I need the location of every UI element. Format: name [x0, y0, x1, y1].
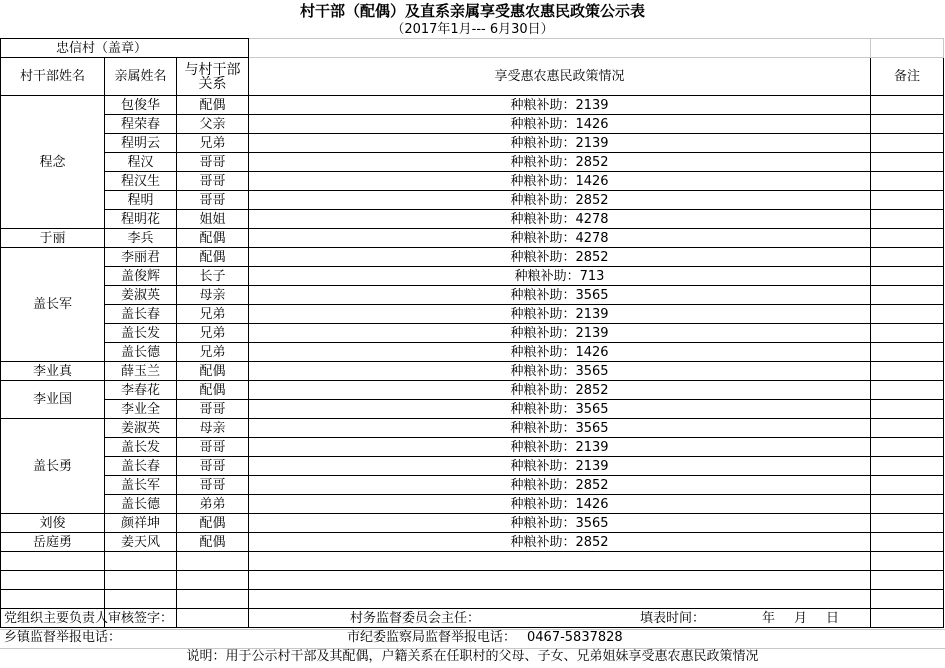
policy-cell: 种粮补助：2852 [249, 533, 871, 552]
empty-cell [249, 552, 871, 571]
remark-cell [871, 115, 944, 134]
cadre-name-cell: 盖长军 [1, 248, 105, 362]
remark-cell [871, 324, 944, 343]
remark-cell [871, 381, 944, 400]
remark-cell [871, 191, 944, 210]
relation-cell: 弟弟 [177, 495, 249, 514]
cadre-name-cell: 刘俊 [1, 514, 105, 533]
empty-cell [249, 609, 871, 628]
empty-row [1, 590, 944, 609]
relative-name-cell: 姜淑英 [105, 286, 177, 305]
table-row [1, 153, 944, 172]
relation-cell: 哥哥 [177, 476, 249, 495]
relation-cell: 父亲 [177, 115, 249, 134]
remark-cell [871, 362, 944, 381]
policy-cell: 种粮补助：2139 [249, 134, 871, 153]
cadre-name-cell: 李业真 [1, 362, 105, 381]
empty-cell [177, 609, 249, 628]
empty-cell [249, 571, 871, 590]
table-row [1, 115, 944, 134]
fill-time-label: 填表时间： [640, 611, 706, 626]
relative-name-cell: 姜天风 [105, 533, 177, 552]
table-row [1, 457, 944, 476]
relation-cell: 哥哥 [177, 191, 249, 210]
empty-cell [1, 571, 105, 590]
relative-name-cell: 李业全 [105, 400, 177, 419]
remark-cell [871, 457, 944, 476]
relation-cell: 配偶 [177, 362, 249, 381]
remark-cell [871, 343, 944, 362]
policy-cell: 种粮补助：3565 [249, 286, 871, 305]
policy-cell: 种粮补助：2852 [249, 381, 871, 400]
day-label: 日 [826, 611, 840, 626]
remark-cell [871, 533, 944, 552]
col-header-relative: 亲属姓名 [105, 58, 177, 96]
empty-cell [105, 590, 177, 609]
relation-cell: 兄弟 [177, 305, 249, 324]
policy-cell: 种粮补助：2139 [249, 305, 871, 324]
supervision-head-label: 村务监督委员会主任： [350, 611, 481, 626]
col-header-cadre: 村干部姓名 [1, 58, 105, 96]
policy-cell: 种粮补助：3565 [249, 400, 871, 419]
remark-cell [871, 229, 944, 248]
relative-name-cell: 程明云 [105, 134, 177, 153]
cadre-name-cell: 于丽 [1, 229, 105, 248]
relative-name-cell: 姜淑英 [105, 419, 177, 438]
policy-cell: 种粮补助：2852 [249, 153, 871, 172]
table-row [1, 229, 944, 248]
relation-cell: 哥哥 [177, 172, 249, 191]
relative-name-cell: 盖长发 [105, 438, 177, 457]
empty-row [1, 571, 944, 590]
remark-cell [871, 96, 944, 115]
policy-table [0, 38, 944, 628]
relation-cell: 母亲 [177, 286, 249, 305]
table-row [1, 400, 944, 419]
relation-cell: 配偶 [177, 514, 249, 533]
cadre-name-cell: 李业国 [1, 381, 105, 419]
empty-cell [871, 590, 944, 609]
relation-cell: 姐姐 [177, 210, 249, 229]
remark-cell [871, 134, 944, 153]
relative-name-cell: 薛玉兰 [105, 362, 177, 381]
empty-cell [1, 590, 105, 609]
remark-cell [871, 248, 944, 267]
table-row [1, 419, 944, 438]
empty-cell [249, 590, 871, 609]
policy-cell: 种粮补助：3565 [249, 419, 871, 438]
col-header-relation-line1: 与村干部 [184, 61, 241, 78]
table-row [1, 533, 944, 552]
relative-name-cell: 盖长德 [105, 495, 177, 514]
table-row [1, 267, 944, 286]
table-row [1, 210, 944, 229]
cadre-name-cell: 盖长勇 [1, 419, 105, 514]
policy-cell: 种粮补助：3565 [249, 514, 871, 533]
org-row-blank [871, 39, 944, 58]
relation-cell: 配偶 [177, 381, 249, 400]
relation-cell: 哥哥 [177, 457, 249, 476]
relative-name-cell: 包俊华 [105, 96, 177, 115]
relation-cell: 哥哥 [177, 438, 249, 457]
remark-cell [871, 400, 944, 419]
relative-name-cell: 盖长德 [105, 343, 177, 362]
table-row [1, 381, 944, 400]
policy-cell: 种粮补助：2852 [249, 476, 871, 495]
policy-cell: 种粮补助：4278 [249, 210, 871, 229]
remark-cell [871, 172, 944, 191]
empty-cell [871, 609, 944, 628]
relation-cell: 兄弟 [177, 134, 249, 153]
policy-cell: 种粮补助：3565 [249, 362, 871, 381]
policy-cell: 种粮补助：1426 [249, 172, 871, 191]
table-row [1, 134, 944, 153]
relative-name-cell: 程明花 [105, 210, 177, 229]
empty-cell [177, 590, 249, 609]
remark-cell [871, 514, 944, 533]
table-row [1, 286, 944, 305]
col-header-remark: 备注 [871, 58, 944, 96]
empty-row [1, 552, 944, 571]
table-row [1, 172, 944, 191]
remark-cell [871, 419, 944, 438]
empty-cell [105, 552, 177, 571]
policy-cell: 种粮补助：2852 [249, 248, 871, 267]
policy-cell: 种粮补助：1426 [249, 115, 871, 134]
relative-name-cell: 李丽君 [105, 248, 177, 267]
remark-cell [871, 476, 944, 495]
table-row [1, 514, 944, 533]
org-row-blank [249, 39, 871, 58]
year-label: 年 [762, 611, 776, 626]
remark-cell [871, 305, 944, 324]
table-row [1, 96, 944, 115]
col-header-relation-line2: 关系 [198, 75, 227, 92]
policy-cell: 种粮补助：713 [249, 267, 871, 286]
sheet-title: 村干部（配偶）及直系亲属享受惠农惠民政策公示表 [299, 2, 645, 20]
relation-cell: 母亲 [177, 419, 249, 438]
village-seal-label: 忠信村（盖章） [1, 39, 249, 58]
policy-cell: 种粮补助：1426 [249, 343, 871, 362]
remark-cell [871, 210, 944, 229]
empty-cell [177, 571, 249, 590]
relative-name-cell: 程荣春 [105, 115, 177, 134]
remark-cell [871, 286, 944, 305]
remark-cell [871, 267, 944, 286]
policy-cell: 种粮补助：2139 [249, 324, 871, 343]
sheet-period: （2017年1月--- 6月30日） [391, 22, 554, 37]
table-row [1, 362, 944, 381]
relative-name-cell: 程汉生 [105, 172, 177, 191]
relation-cell: 配偶 [177, 248, 249, 267]
table-row [1, 191, 944, 210]
relative-name-cell: 盖俊辉 [105, 267, 177, 286]
policy-cell: 种粮补助：2139 [249, 438, 871, 457]
empty-cell [871, 571, 944, 590]
empty-cell [871, 552, 944, 571]
relation-cell: 兄弟 [177, 343, 249, 362]
table-row [1, 476, 944, 495]
city-hotline-label: 市纪委监察局监督举报电话： [347, 630, 517, 645]
col-header-policy: 享受惠农惠民政策情况 [249, 58, 871, 96]
cadre-name-cell: 岳庭勇 [1, 533, 105, 552]
relative-name-cell: 李兵 [105, 229, 177, 248]
empty-cell [1, 552, 105, 571]
relative-name-cell: 盖长发 [105, 324, 177, 343]
relation-cell: 配偶 [177, 96, 249, 115]
town-hotline-label: 乡镇监督举报电话： [4, 630, 122, 645]
table-row [1, 438, 944, 457]
note-row: 说明：用于公示村干部及其配偶，户籍关系在任职村的父母、子女、兄弟姐妹享受惠农惠民政策情况 [186, 649, 759, 664]
relative-name-cell: 盖长军 [105, 476, 177, 495]
remark-cell [871, 495, 944, 514]
table-row [1, 343, 944, 362]
col-header-relation [177, 58, 249, 96]
remark-cell [871, 438, 944, 457]
relation-cell: 长子 [177, 267, 249, 286]
party-sign-label: 党组织主要负责人审核签字： [4, 611, 174, 626]
table-row [1, 324, 944, 343]
table-row [1, 305, 944, 324]
relative-name-cell: 盖长春 [105, 457, 177, 476]
remark-cell [871, 153, 944, 172]
empty-cell [105, 571, 177, 590]
policy-cell: 种粮补助：1426 [249, 495, 871, 514]
policy-cell: 种粮补助：2852 [249, 191, 871, 210]
policy-cell: 种粮补助：2139 [249, 96, 871, 115]
header-row [1, 58, 944, 96]
table-row [1, 248, 944, 267]
org-row [1, 39, 944, 58]
relative-name-cell: 程明 [105, 191, 177, 210]
relative-name-cell: 盖长春 [105, 305, 177, 324]
relative-name-cell: 颜祥坤 [105, 514, 177, 533]
empty-cell [177, 552, 249, 571]
relation-cell: 配偶 [177, 229, 249, 248]
month-label: 月 [794, 611, 808, 626]
relation-cell: 哥哥 [177, 400, 249, 419]
policy-cell: 种粮补助：4278 [249, 229, 871, 248]
relative-name-cell: 程汉 [105, 153, 177, 172]
policy-cell: 种粮补助：2139 [249, 457, 871, 476]
relation-cell: 兄弟 [177, 324, 249, 343]
relation-cell: 配偶 [177, 533, 249, 552]
relation-cell: 哥哥 [177, 153, 249, 172]
city-hotline-number: 0467-5837828 [527, 630, 623, 645]
cadre-name-cell: 程念 [1, 96, 105, 229]
table-row [1, 495, 944, 514]
relative-name-cell: 李春花 [105, 381, 177, 400]
